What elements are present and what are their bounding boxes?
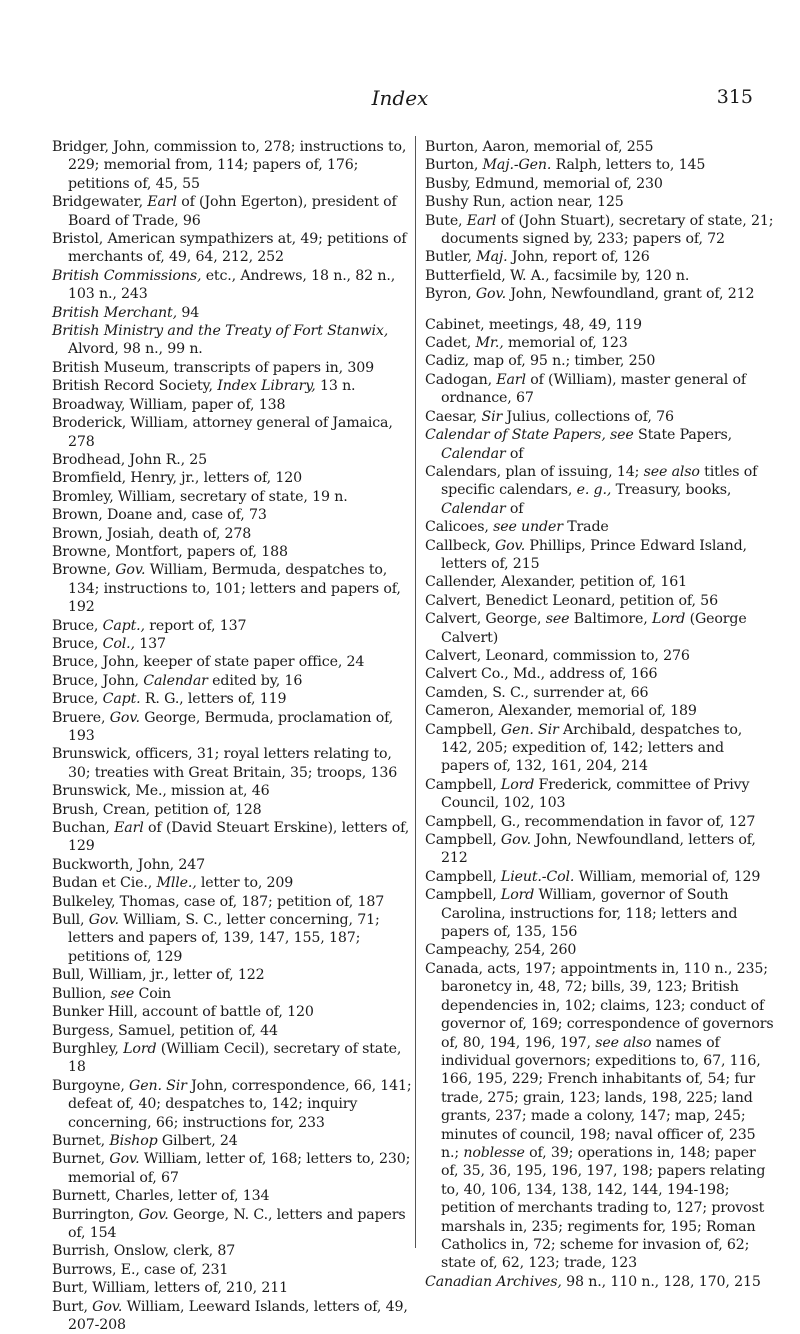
entry-text-italic: Lord bbox=[500, 776, 535, 793]
entry-text-italic: Index Library, bbox=[217, 378, 316, 395]
column-divider bbox=[415, 136, 416, 1248]
entry-text: names of individual governors; expeditions to, 67, 116, 166, 195, 229; French inhabitants of, 54; fur trade, 275; grain, 123; lands, 198, 225; land grants, 237; made a colony, 147; map, 245; minutes of council, 198; naval officer of, 235 n.; bbox=[441, 1034, 761, 1161]
entry-text: Brunswick, officers, 31; royal letters relating to, 30; treaties with Great Britain, 35; troops, 136 bbox=[52, 746, 398, 781]
entry-text: Budan et Cie., bbox=[52, 875, 157, 892]
entry-text: Campbell, bbox=[425, 887, 501, 904]
entry-text-italic: Calendar bbox=[143, 672, 208, 689]
entry-text: Bute, bbox=[425, 212, 467, 229]
index-entry bbox=[425, 886, 775, 941]
index-entry bbox=[52, 709, 412, 746]
entry-text: Burnett, Charles, letter of, 134 bbox=[52, 1188, 270, 1205]
entry-text: William, S. C., letter concerning, 71; letters and papers of, 139, 147, 155, 187; petitions of, 129 bbox=[68, 912, 380, 965]
entry-text: titles of specific calendars, bbox=[441, 463, 758, 499]
entry-text: George, Bermuda, proclamation of, 193 bbox=[68, 709, 394, 744]
entry-text: Archibald, despatches to, 142, 205; expedition of, 142; letters and papers of, 132, 161, 204, 214 bbox=[441, 721, 743, 775]
entry-text-italic: Gov. bbox=[500, 832, 532, 849]
entry-text: Campbell, G., recommendation in favor of, 127 bbox=[425, 813, 756, 830]
index-entry bbox=[425, 610, 775, 647]
index-entry bbox=[425, 212, 775, 249]
entry-text: William, letter of, 168; letters to, 230; memorial of, 67 bbox=[68, 1151, 411, 1186]
entry-text: British Museum, transcripts of papers in, 309 bbox=[52, 359, 374, 376]
entry-text-italic: Earl bbox=[147, 194, 177, 211]
entry-text: Burrington, bbox=[52, 1206, 139, 1223]
entry-text-italic: Gov. bbox=[109, 1151, 140, 1168]
entry-text: Burgess, Samuel, petition of, 44 bbox=[52, 1022, 278, 1039]
entry-text: Brown, Josiah, death of, 278 bbox=[52, 525, 252, 542]
index-entry bbox=[425, 334, 775, 352]
index-entry bbox=[52, 801, 412, 819]
index-column-left bbox=[52, 138, 412, 1334]
entry-text: Bruce, John, keeper of state paper office, 24 bbox=[52, 654, 365, 671]
index-entry bbox=[52, 1242, 412, 1260]
entry-text: William, memorial of, 129 bbox=[574, 868, 761, 885]
index-entry bbox=[52, 469, 412, 487]
entry-text: Baltimore, bbox=[569, 611, 652, 628]
index-entry bbox=[425, 537, 775, 574]
index-entry bbox=[52, 966, 412, 984]
entry-text-italic: Calendar of State Papers, see bbox=[425, 427, 634, 444]
entry-text-italic: noblesse bbox=[463, 1144, 525, 1161]
index-entry bbox=[425, 665, 775, 683]
entry-text: Bull, William, jr., letter of, 122 bbox=[52, 967, 265, 984]
entry-text: Gilbert, 24 bbox=[157, 1132, 238, 1149]
entry-text-italic: Canadian Archives, bbox=[425, 1273, 562, 1290]
entry-text: 137 bbox=[134, 635, 166, 652]
entry-text: Campbell, bbox=[425, 776, 501, 793]
index-entry bbox=[425, 267, 775, 285]
entry-text: Julius, collections of, 76 bbox=[502, 408, 674, 425]
index-entry bbox=[425, 316, 775, 334]
index-entry bbox=[52, 506, 412, 524]
index-entry bbox=[52, 635, 412, 653]
index-entry bbox=[425, 831, 775, 868]
entry-text: John, correspondence, 66, 141; defeat of, 40; despatches to, 142; inquiry concerning, 66; instructions for, 233 bbox=[68, 1077, 412, 1131]
index-entry bbox=[52, 1040, 412, 1077]
entry-text: Bridgewater, bbox=[52, 194, 148, 211]
entry-text-italic: Maj.-Gen. bbox=[482, 157, 552, 174]
entry-text: Bruce, bbox=[52, 691, 103, 708]
index-entry bbox=[425, 684, 775, 702]
entry-text: Canada, acts, 197; appointments in, 110 n., 235; baronetcy in, 48, 72; bills, 39, 123; British dependencies in, 102; claims, 123; conduct of governor of, 169; correspondence of governors of, 80, 194, 196, 197, bbox=[425, 960, 774, 1051]
entry-text: Burghley, bbox=[52, 1040, 124, 1057]
entry-text-italic: Mr., bbox=[475, 335, 504, 352]
index-entry bbox=[52, 1279, 412, 1297]
index-entry bbox=[425, 941, 775, 959]
index-entry bbox=[52, 1187, 412, 1205]
entry-text: Bristol, American sympathizers at, 49; petitions of merchants of, 49, 64, 212, 252 bbox=[52, 231, 407, 266]
entry-text: Campbell, bbox=[425, 721, 501, 738]
entry-text: Bulkeley, Thomas, case of, 187; petition of, 187 bbox=[52, 893, 385, 910]
entry-text: Butterfield, W. A., facsimile by, 120 n. bbox=[425, 267, 690, 284]
entry-text-italic: Earl bbox=[496, 371, 526, 388]
entry-text-italic: Gov. bbox=[88, 912, 119, 929]
index-entry bbox=[425, 285, 775, 303]
entry-text: of, 39; operations in, 148; paper of, 35, 36, 195, 196, 197, 198; papers relating to, 40, 106, 134, 138, 142, 144, 194-198; petition of merchants trading to, 127; provost marshals in, 235; regiments for, 195; Roman Catholics in, 72; scheme for invasion of, 62; state of, 62, 123; trade, 123 bbox=[441, 1144, 766, 1272]
entry-text-italic: Calendar bbox=[441, 445, 506, 462]
index-entry bbox=[52, 617, 412, 635]
entry-text: Camden, S. C., surrender at, 66 bbox=[425, 684, 649, 701]
index-entry bbox=[425, 463, 775, 518]
entry-text: Bridger, John, commission to, 278; instructions to, 229; memorial from, 114; papers of, 176; petitions of, 45, 55 bbox=[52, 139, 407, 192]
entry-text: Caesar, bbox=[425, 408, 482, 425]
entry-text: Busby, Edmund, memorial of, 230 bbox=[425, 175, 663, 192]
entry-text: Cadogan, bbox=[425, 371, 497, 388]
entry-text: Callender, Alexander, petition of, 161 bbox=[425, 574, 687, 591]
entry-text-italic: Gen. Sir bbox=[500, 721, 559, 738]
entry-text: of (William), master general of ordnance, 67 bbox=[441, 371, 747, 407]
index-entry bbox=[425, 647, 775, 665]
entry-text-italic: Gov. bbox=[92, 1298, 123, 1315]
entry-text: Trade bbox=[562, 519, 609, 536]
entry-text: John, Newfoundland, grant of, 212 bbox=[506, 286, 755, 303]
entry-text: Byron, bbox=[425, 286, 476, 303]
entry-text-italic: British Ministry and the Treaty of Fort Stanwix, bbox=[52, 323, 389, 340]
entry-text: Brown, Doane and, case of, 73 bbox=[52, 507, 267, 524]
index-entry bbox=[52, 230, 412, 267]
index-entry bbox=[52, 672, 412, 690]
index-entry bbox=[52, 304, 412, 322]
entry-text: 13 n. bbox=[315, 378, 356, 395]
index-entry bbox=[425, 426, 775, 463]
index-entry bbox=[52, 1022, 412, 1040]
entry-text: Burrows, E., case of, 231 bbox=[52, 1261, 229, 1278]
entry-text-italic: Col., bbox=[102, 635, 135, 652]
entry-text: Campeachy, 254, 260 bbox=[425, 942, 577, 959]
index-entry bbox=[52, 1206, 412, 1243]
index-entry bbox=[425, 518, 775, 536]
entry-text: Treasury, books, bbox=[611, 482, 732, 499]
entry-text-italic: Calendar bbox=[441, 500, 506, 517]
entry-text: Burton, Aaron, memorial of, 255 bbox=[425, 139, 654, 155]
index-entry bbox=[425, 248, 775, 266]
index-entry bbox=[52, 359, 412, 377]
index-entry bbox=[52, 267, 412, 304]
entry-text: Calvert Co., Md., address of, 166 bbox=[425, 666, 658, 683]
entry-text: Broderick, William, attorney general of Jamaica, 278 bbox=[52, 415, 393, 450]
entry-text-italic: Gov. bbox=[115, 562, 146, 579]
entry-text: State Papers, bbox=[633, 427, 732, 444]
index-entry bbox=[52, 488, 412, 506]
entry-text-italic: Earl bbox=[114, 820, 144, 837]
entry-text-italic: Lord bbox=[500, 887, 535, 904]
entry-text: memorial of, 123 bbox=[503, 335, 628, 352]
entry-text: Calicoes, bbox=[425, 519, 494, 536]
entry-text-italic: Bishop bbox=[109, 1132, 158, 1149]
entry-text-italic: Sir bbox=[481, 408, 503, 425]
index-entry bbox=[52, 396, 412, 414]
index-entry bbox=[52, 1003, 412, 1021]
entry-text-italic: British Commissions, bbox=[52, 267, 202, 284]
entry-text: Bullion, bbox=[52, 985, 111, 1002]
index-entry bbox=[425, 702, 775, 720]
entry-text: Cameron, Alexander, memorial of, 189 bbox=[425, 703, 697, 720]
entry-text: Bruere, bbox=[52, 709, 110, 726]
index-entry bbox=[52, 561, 412, 616]
entry-text-italic: see also bbox=[643, 463, 700, 480]
entry-text: (William Cecil), secretary of state, 18 bbox=[68, 1040, 402, 1076]
entry-text: Bull, bbox=[52, 912, 89, 929]
entry-text: Callbeck, bbox=[425, 537, 495, 554]
index-entry bbox=[425, 813, 775, 831]
entry-text: Butler, bbox=[425, 249, 477, 266]
index-entry bbox=[52, 782, 412, 800]
index-entry bbox=[52, 1077, 412, 1132]
entry-text: Bromfield, Henry, jr., letters of, 120 bbox=[52, 470, 303, 487]
entry-text: Calvert, Leonard, commission to, 276 bbox=[425, 647, 690, 664]
entry-text-italic: Earl bbox=[466, 212, 497, 229]
entry-text: Broadway, William, paper of, 138 bbox=[52, 396, 286, 413]
page-header bbox=[0, 86, 800, 126]
index-entry bbox=[52, 193, 412, 230]
entry-text: of (John Stuart), secretary of state, 21; documents signed by, 233; papers of, 72 bbox=[441, 212, 774, 248]
index-entry bbox=[52, 985, 412, 1003]
entry-text: of bbox=[505, 445, 524, 462]
entry-text-italic: Gen. Sir bbox=[129, 1077, 187, 1094]
entry-text: William, Leeward Islands, letters of, 49, 207-208 bbox=[68, 1298, 408, 1333]
entry-text: Calvert, Benedict Leonard, petition of, 56 bbox=[425, 592, 718, 609]
index-entry bbox=[52, 911, 412, 966]
index-entry bbox=[425, 868, 775, 886]
entry-text: William, Bermuda, despatches to, 134; instructions to, 101; letters and papers of, 192 bbox=[68, 562, 401, 616]
entry-text: Burnet, bbox=[52, 1151, 110, 1168]
index-entry bbox=[52, 377, 412, 395]
entry-text: Brodhead, John R., 25 bbox=[52, 451, 208, 468]
index-entry bbox=[52, 543, 412, 561]
entry-text: Phillips, Prince Edward Island, letters of, 215 bbox=[441, 537, 747, 572]
index-entry bbox=[52, 745, 412, 782]
entry-text: Buchan, bbox=[52, 820, 115, 837]
entry-text: John, Newfoundland, letters of, 212 bbox=[441, 832, 756, 867]
index-entry bbox=[52, 893, 412, 911]
index-entry bbox=[52, 1150, 412, 1187]
page-number: 315 bbox=[716, 86, 753, 108]
entry-text-italic: Maj. bbox=[476, 249, 508, 266]
entry-text-italic: see bbox=[110, 985, 135, 1002]
entry-text: Bushy Run, action near, 125 bbox=[425, 194, 624, 211]
entry-text-italic: see also bbox=[595, 1034, 652, 1051]
entry-text: Buckworth, John, 247 bbox=[52, 856, 206, 873]
entry-text: William, governor of South Carolina, instructions for, 118; letters and papers of, 135, 156 bbox=[441, 887, 738, 941]
entry-text: Bruce, bbox=[52, 635, 103, 652]
index-entry bbox=[425, 1273, 775, 1291]
index-entry bbox=[425, 156, 775, 174]
entry-text-italic: Capt., bbox=[102, 617, 145, 634]
entry-text-italic: Gov. bbox=[138, 1206, 169, 1223]
entry-text: etc., Andrews, 18 n., 82 n., 103 n., 243 bbox=[68, 267, 396, 303]
index-entry bbox=[52, 138, 412, 193]
entry-text-italic: see under bbox=[493, 519, 563, 536]
entry-text: Cadet, bbox=[425, 335, 476, 352]
entry-text: Campbell, bbox=[425, 832, 501, 849]
entry-text: Bromley, William, secretary of state, 19 n. bbox=[52, 488, 348, 505]
entry-text: (George Calvert) bbox=[441, 611, 747, 646]
index-entry bbox=[425, 592, 775, 610]
entry-text-italic: British Merchant, bbox=[52, 304, 177, 321]
index-entry bbox=[425, 175, 775, 193]
entry-text: Burnet, bbox=[52, 1132, 110, 1149]
entry-text: Frederick, committee of Privy Council, 102, 103 bbox=[441, 776, 750, 812]
entry-text: 94 bbox=[176, 304, 200, 321]
entry-text-italic: Lord bbox=[123, 1040, 157, 1057]
entry-text-italic: Lieut.-Col. bbox=[500, 868, 575, 885]
index-entry bbox=[52, 819, 412, 856]
entry-text-italic: Gov. bbox=[475, 286, 506, 303]
entry-text: Calvert, George, bbox=[425, 611, 546, 628]
index-entry bbox=[425, 573, 775, 591]
entry-text: Bunker Hill, account of battle of, 120 bbox=[52, 1004, 314, 1021]
entry-text-italic: Gov. bbox=[109, 709, 140, 726]
entry-text: report of, 137 bbox=[144, 617, 247, 634]
index-entry bbox=[52, 414, 412, 451]
entry-text: Burt, William, letters of, 210, 211 bbox=[52, 1280, 289, 1297]
index-entry bbox=[425, 960, 775, 1273]
entry-text: 98 n., 110 n., 128, 170, 215 bbox=[561, 1273, 761, 1290]
entry-text: edited by, 16 bbox=[207, 672, 303, 689]
entry-text: Cadiz, map of, 95 n.; timber, 250 bbox=[425, 353, 656, 370]
entry-text: Calendars, plan of issuing, 14; bbox=[425, 463, 644, 480]
entry-text: Ralph, letters to, 145 bbox=[551, 157, 706, 174]
entry-text-italic: see bbox=[545, 611, 570, 628]
entry-text: Burgoyne, bbox=[52, 1077, 130, 1094]
index-entry bbox=[52, 525, 412, 543]
entry-text-italic: Gov. bbox=[494, 537, 526, 554]
entry-text: Brush, Crean, petition of, 128 bbox=[52, 801, 262, 818]
entry-text: Burt, bbox=[52, 1298, 93, 1315]
index-entry bbox=[52, 1298, 412, 1334]
entry-text-italic: Lord bbox=[651, 611, 686, 628]
entry-text: Browne, bbox=[52, 562, 116, 579]
entry-text: of bbox=[505, 500, 524, 517]
entry-text: Coin bbox=[134, 985, 171, 1002]
entry-text: Browne, Montfort, papers of, 188 bbox=[52, 543, 288, 560]
page-title: Index bbox=[371, 86, 429, 110]
index-entry bbox=[425, 408, 775, 426]
letter-section-gap bbox=[425, 304, 775, 316]
entry-text: of (David Steuart Erskine), letters of, 129 bbox=[68, 820, 410, 855]
index-entry bbox=[52, 1132, 412, 1150]
index-entry bbox=[52, 451, 412, 469]
index-entry bbox=[52, 874, 412, 892]
index-entry bbox=[52, 856, 412, 874]
entry-text: British Record Society, bbox=[52, 378, 218, 395]
index-entry bbox=[425, 776, 775, 813]
entry-text: Bruce, bbox=[52, 617, 103, 634]
entry-text-italic: Mlle., bbox=[156, 875, 197, 892]
index-entry bbox=[425, 138, 775, 156]
entry-text-italic: Capt. bbox=[102, 691, 141, 708]
index-column-right bbox=[425, 138, 775, 1291]
entry-text: Brunswick, Me., mission at, 46 bbox=[52, 783, 270, 800]
entry-text-italic: e. g., bbox=[576, 482, 612, 499]
entry-text: of (John Egerton), president of Board of Trade, 96 bbox=[68, 194, 397, 229]
entry-text: Alvord, 98 n., 99 n. bbox=[68, 341, 203, 358]
index-entry bbox=[52, 653, 412, 671]
index-entry bbox=[52, 1261, 412, 1279]
entry-text: Burrish, Onslow, clerk, 87 bbox=[52, 1243, 236, 1260]
entry-text: John, report of, 126 bbox=[507, 249, 650, 266]
entry-text: Cabinet, meetings, 48, 49, 119 bbox=[425, 316, 642, 333]
entry-text: Bruce, John, bbox=[52, 672, 144, 689]
entry-text: George, N. C., letters and papers of, 154 bbox=[68, 1206, 406, 1241]
index-entry bbox=[425, 352, 775, 370]
index-entry bbox=[425, 371, 775, 408]
index-entry bbox=[425, 193, 775, 211]
index-entry bbox=[425, 721, 775, 776]
entry-text: letter to, 209 bbox=[196, 875, 294, 892]
entry-text: Burton, bbox=[425, 157, 483, 174]
index-entry bbox=[52, 322, 412, 359]
entry-text: R. G., letters of, 119 bbox=[140, 691, 287, 708]
index-entry bbox=[52, 690, 412, 708]
entry-text: Campbell, bbox=[425, 868, 501, 885]
